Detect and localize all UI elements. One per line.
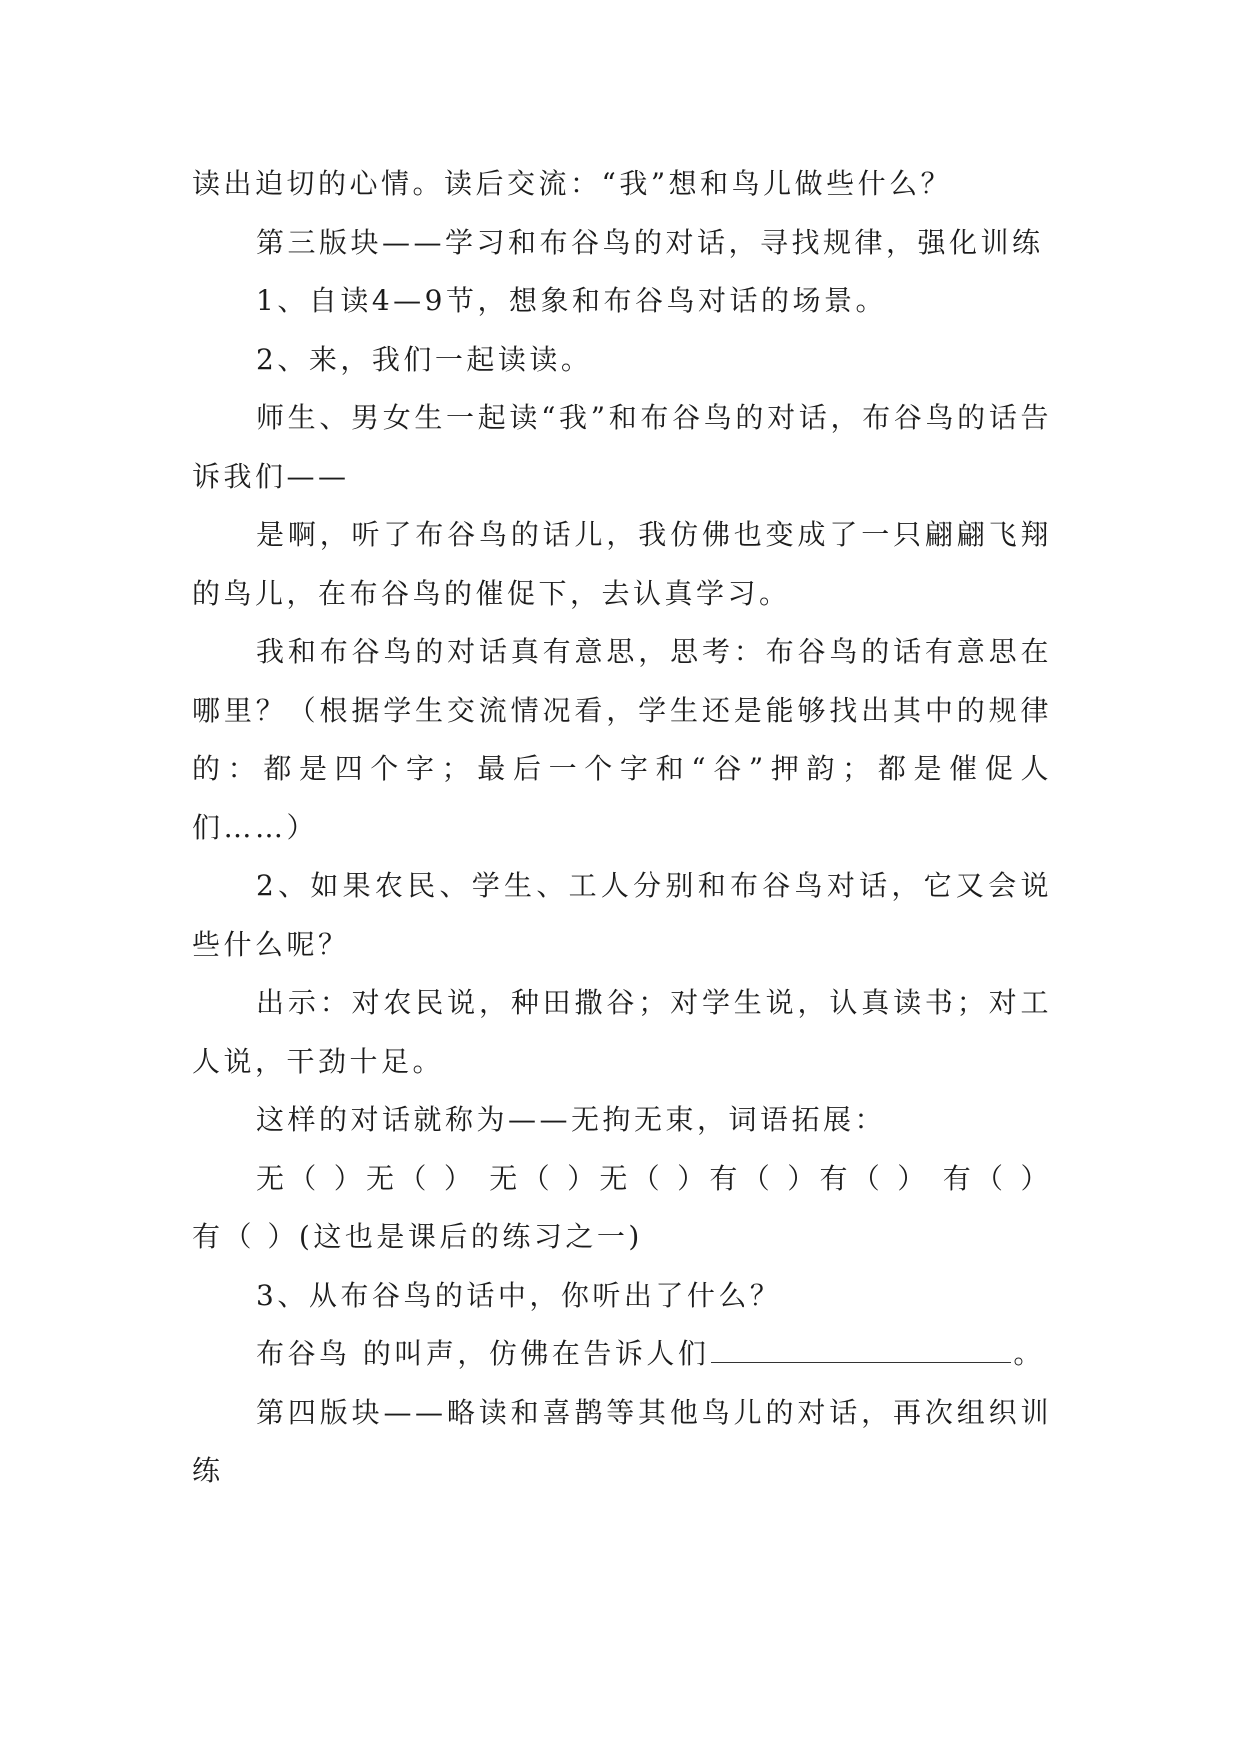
fill-text-after: 。 (1013, 1337, 1045, 1370)
fill-text-before: 布谷鸟 的叫声，仿佛在告诉人们 (256, 1337, 710, 1370)
paragraph-1: 读出迫切的心情。读后交流：“我”想和鸟儿做些什么？ (192, 167, 953, 200)
section-heading-3: 第三版块——学习和布谷鸟的对话，寻找规律，强化训练 (256, 225, 1044, 259)
paragraph-exercise: 无（ ）无（ ） 无（ ）无（ ）有（ ）有（ ） 有（ ）有（ ）(这也是课后的练习之一) (192, 1161, 1052, 1253)
paragraph-thinking: 我和布谷鸟的对话真有意思，思考：布谷鸟的话有意思在哪里？（根据学生交流情况看，学生还是能够找出其中的规律的：都是四个字；最后一个字和“谷”押韵；都是催促人们……） (192, 635, 1052, 844)
paragraph-dialogue: 师生、男女生一起读“我”和布谷鸟的对话，布谷鸟的话告诉我们—— (192, 401, 1052, 493)
fill-blank-line (711, 1332, 1011, 1363)
paragraph-question-3: 3、从布谷鸟的话中，你听出了什么？ (256, 1278, 782, 1312)
paragraph-fill-blank (192, 1325, 1052, 1384)
paragraph-word-expansion: 这样的对话就称为——无拘无束，词语拓展： (256, 1103, 887, 1136)
paragraph-step-1: 1、自读4—9节，想象和布谷鸟对话的场景。 (256, 284, 887, 317)
document-body (192, 155, 1052, 1501)
paragraph-step-2: 2、来，我们一起读读。 (256, 342, 593, 376)
paragraph-show: 出示：对农民说，种田撒谷；对学生说，认真读书；对工人说，干劲十足。 (192, 986, 1052, 1078)
paragraph-reflection: 是啊，听了布谷鸟的话儿，我仿佛也变成了一只翩翩飞翔的鸟儿，在布谷鸟的催促下，去认真学习。 (192, 518, 1052, 610)
section-heading-4: 第四版块——略读和喜鹊等其他鸟儿的对话，再次组织训练 (192, 1395, 1052, 1487)
paragraph-question-2: 2、如果农民、学生、工人分别和布谷鸟对话，它又会说些什么呢？ (192, 869, 1052, 961)
